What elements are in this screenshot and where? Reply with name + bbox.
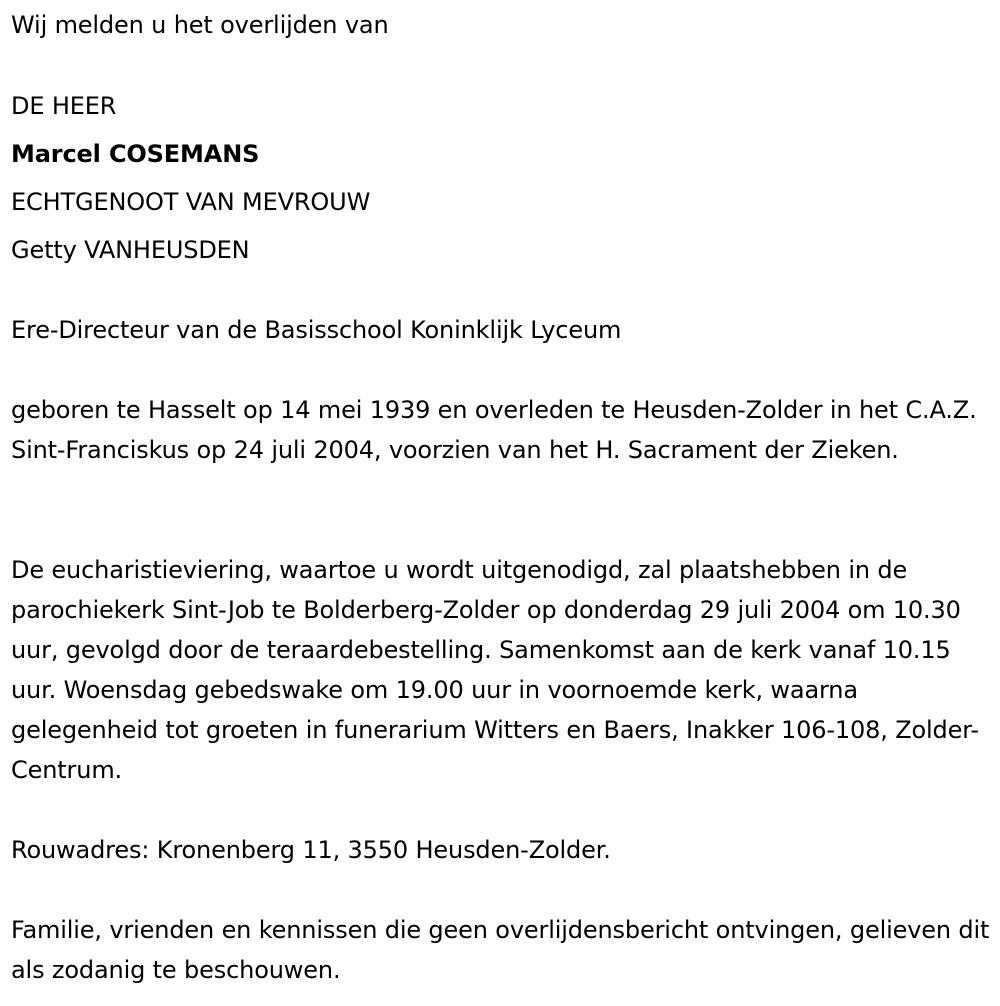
deceased-name: Marcel COSEMANS (11, 140, 260, 168)
deceased-block (11, 82, 992, 274)
address-text: Rouwadres: Kronenberg 11, 3550 Heusden-Zolder. (11, 836, 611, 864)
birth-death-paragraph: geboren te Hasselt op 14 mei 1939 en overleden te Heusden-Zolder in het C.A.Z. Sint-Franciskus op 24 juli 2004, voorzien van het H. Sacrament der Zieken. (11, 396, 977, 464)
spouse-label: ECHTGENOOT VAN MEVROUW (11, 188, 371, 216)
intro-text: Wij melden u het overlijden van (11, 11, 389, 39)
function-text: Ere-Directeur van de Basisschool Koninklijk Lyceum (11, 316, 622, 344)
ceremony-paragraph: De eucharistieviering, waartoe u wordt uitgenodigd, zal plaatshebben in de parochiekerk Sint-Job te Bolderberg-Zolder op donderdag 29 juli 2004 om 10.30 uur, gevolgd door de teraardebestelling. Samenkomst aan de kerk vanaf 10.15 uur. Woensdag gebedswake om 19.00 uur in voornoemde kerk, waarna gelegenheid tot groeten in funerarium Witters en Baers, Inakker 106-108, Zolder-Centrum. (11, 556, 979, 784)
spouse-name: Getty VANHEUSDEN (11, 236, 250, 264)
honorific-title: DE HEER (11, 92, 117, 120)
closing-paragraph: Familie, vrienden en kennissen die geen overlijdensbericht ontvingen, gelieven dit als zodanig te beschouwen. (11, 916, 990, 984)
